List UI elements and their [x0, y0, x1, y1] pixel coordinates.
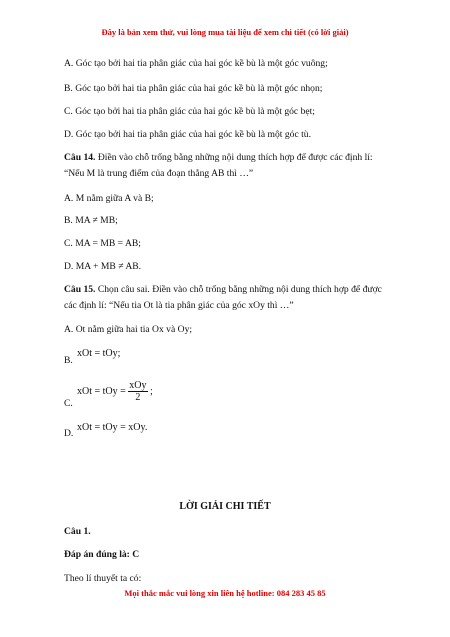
q15-text: Chọn câu sai. Điền vào chỗ trống bằng những nội dung thích hợp để được các định lí: “Nếu tia Ot là tia phân giác của góc xOy thì …” — [64, 284, 382, 311]
q13-option-b: B. Góc tạo bởi hai tia phân giác của hai góc kề bù là một góc nhọn; — [64, 83, 323, 94]
q14-option-b: B. MA ≠ MB; — [64, 215, 118, 226]
fraction-denominator: 2 — [135, 392, 141, 403]
preview-banner: Đây là bản xem thử, vui lòng mua tài liệu để xem chi tiết (có lời giải) — [101, 27, 349, 37]
solution-q1-label: Câu 1. — [64, 526, 91, 537]
q13-option-a: A. Góc tạo bởi hai tia phân giác của hai góc kề bù là một góc vuông; — [64, 58, 328, 69]
fraction-numerator: xOy — [129, 380, 147, 391]
solution-heading: LỜI GIẢI CHI TIẾT — [179, 501, 271, 512]
q15-option-a: A. Ot nằm giữa hai tia Ox và Oy; — [64, 324, 193, 335]
q14-label: Câu 14. — [64, 152, 96, 163]
q15-option-b-label: B. — [64, 355, 73, 366]
solution-intro: Theo lí thuyết ta có: — [64, 573, 142, 584]
q15-option-d-label: D. — [64, 428, 74, 439]
q15-option-b-formula: xOt = tOy; — [77, 348, 121, 359]
formula-text: xOt = tOy = xOy — [77, 422, 145, 433]
q14-option-c: C. MA = MB = AB; — [64, 238, 141, 249]
q15-option-d-formula: xOt = tOy = xOy. — [77, 422, 148, 433]
q15-stem — [64, 282, 394, 314]
q15-option-c-formula: xOt = tOy = $\frac{\text{xOy}}{2}$ ; — [77, 380, 153, 403]
q13-option-c: C. Góc tạo bởi hai tia phân giác của hai góc kề bù là một góc bẹt; — [64, 106, 315, 117]
q15-label: Câu 15. — [64, 284, 96, 295]
solution-answer: Đáp án đúng là: C — [64, 549, 140, 560]
formula-text: xOt = tOy — [77, 348, 118, 359]
formula-text: xOt = tOy = — [77, 385, 126, 397]
hotline-banner: Mọi thắc mắc vui lòng xin liên hệ hotline: 084 283 45 85 — [124, 588, 326, 598]
q14-text: Điền vào chỗ trống bằng những nội dung thích hợp để được các định lí: “Nếu M là trung điểm của đoạn thẳng AB thì …” — [64, 152, 373, 179]
q13-option-d: D. Góc tạo bởi hai tia phân giác của hai góc kề bù là một góc tù. — [64, 129, 311, 140]
q14-option-a: A. M nằm giữa A và B; — [64, 193, 154, 204]
q14-option-d: D. MA + MB ≠ AB. — [64, 261, 142, 272]
fraction — [128, 380, 147, 403]
q15-option-c-label: C. — [64, 398, 73, 409]
q14-stem — [64, 150, 394, 182]
